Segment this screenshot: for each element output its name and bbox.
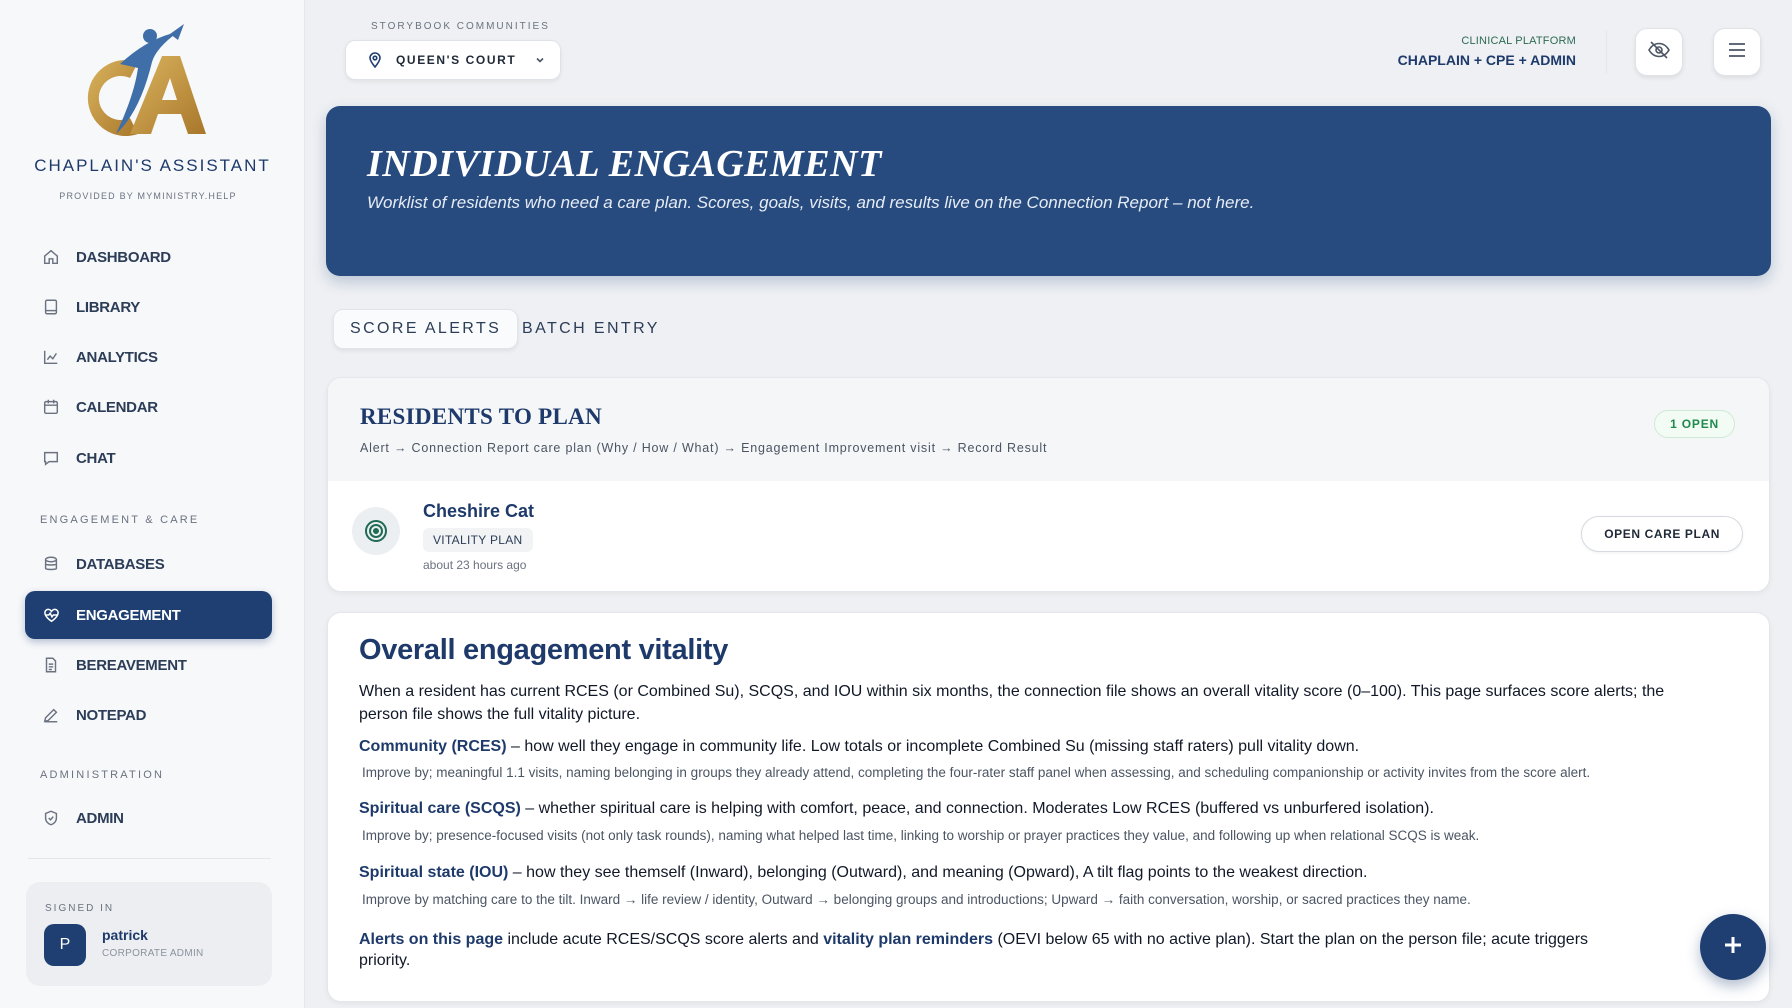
signed-in-card <box>26 882 272 986</box>
provided-by: PROVIDED BY MYMINISTRY.HELP <box>59 191 237 201</box>
sidebar <box>0 0 305 1008</box>
page-banner <box>326 106 1771 276</box>
section-label-administration: ADMINISTRATION <box>40 769 165 781</box>
sidebar-item-label: LIBRARY <box>76 298 141 316</box>
sidebar-item-label: ADMIN <box>76 809 124 827</box>
home-icon <box>41 247 61 267</box>
vitality-improve-rces: Improve by; meaningful 1.1 visits, naming belonging in groups they already attend, completing the four-rater staff panel when assessing, and scheduling companionship or activity invites from the score alert. <box>362 765 1591 780</box>
shield-icon <box>41 808 61 828</box>
alerts-mid: include acute RCES/SCQS score alerts and <box>503 931 824 948</box>
sidebar-item-label: BEREAVEMENT <box>76 656 187 674</box>
sidebar-item-library[interactable] <box>25 283 272 331</box>
add-fab-button[interactable] <box>1700 914 1766 980</box>
chevron-down-icon <box>534 54 546 66</box>
residents-flow: Alert → Connection Report care plan (Why / How / What) → Engagement Improvement visit → Record Result <box>360 441 1048 455</box>
map-pin-icon <box>368 52 382 68</box>
residents-to-plan-card <box>327 377 1770 592</box>
platform-roles: CHAPLAIN + CPE + ADMIN <box>1397 52 1576 68</box>
sidebar-item-bereavement[interactable] <box>25 641 272 689</box>
open-care-plan-button[interactable]: OPEN CARE PLAN <box>1581 516 1743 552</box>
signed-in-label: SIGNED IN <box>45 903 115 914</box>
hamburger-menu-icon <box>1727 41 1747 64</box>
sidebar-item-analytics[interactable] <box>25 333 272 381</box>
tab-batch-entry[interactable]: BATCH ENTRY <box>522 320 660 337</box>
sidebar-item-notepad[interactable] <box>25 691 272 739</box>
document-icon <box>41 655 61 675</box>
user-name: patrick <box>102 927 148 943</box>
resident-timestamp: about 23 hours ago <box>423 558 527 572</box>
sidebar-item-label: ENGAGEMENT <box>76 606 181 624</box>
community-value: QUEEN'S COURT <box>396 53 517 67</box>
sidebar-item-engagement[interactable] <box>25 591 272 639</box>
header-divider <box>1606 30 1607 74</box>
vitality-item-iou <box>359 864 1367 882</box>
vitality-improve-iou: Improve by matching care to the tilt. Inward → life review / identity, Outward → belonging groups and introductions; Upward → faith conversation, worship, or sacred practices they name. <box>362 892 1471 907</box>
vitality-desc: – how they see themself (Inward), belonging (Outward), and meaning (Opward), A tilt flag points to the weakest direction. <box>508 864 1368 881</box>
calendar-icon <box>41 397 61 417</box>
community-select[interactable] <box>345 40 561 80</box>
sidebar-divider <box>28 858 271 859</box>
resident-plan-tag: VITALITY PLAN <box>423 528 533 552</box>
eye-off-icon <box>1647 38 1671 67</box>
sidebar-item-label: CHAT <box>76 449 116 467</box>
chat-icon <box>41 448 61 468</box>
menu-button[interactable] <box>1713 28 1761 76</box>
page-title: INDIVIDUAL ENGAGEMENT <box>367 143 882 185</box>
sidebar-item-admin[interactable] <box>25 794 272 842</box>
user-role: CORPORATE ADMIN <box>102 948 204 959</box>
vitality-desc: – how well they engage in community life. Low totals or incomplete Combined Su (missing staff raters) pull vitality down. <box>506 738 1360 755</box>
vitality-title: Overall engagement vitality <box>359 634 729 666</box>
sidebar-item-label: CALENDAR <box>76 398 158 416</box>
vitality-term: Spiritual care (SCQS) <box>359 800 521 817</box>
resident-name[interactable]: Cheshire Cat <box>423 501 535 521</box>
vitality-item-rces <box>359 738 1359 756</box>
vitality-improve-scqs: Improve by; presence-focused visits (not only task rounds), naming what helped last time, linking to worship or prayer practices they value, and following up when relational SCQS is weak. <box>362 828 1480 843</box>
open-count-badge: 1 OPEN <box>1654 410 1735 438</box>
vitality-desc: – whether spiritual care is helping with comfort, peace, and connection. Moderates Low RCES (buffered vs unburfered isolation). <box>520 800 1434 817</box>
sidebar-item-databases[interactable] <box>25 540 272 588</box>
plus-icon <box>1722 934 1744 961</box>
community-label: STORYBOOK COMMUNITIES <box>371 21 550 32</box>
vitality-info-card <box>327 612 1770 1002</box>
sidebar-item-dashboard[interactable] <box>25 233 272 281</box>
sidebar-item-label: DASHBOARD <box>76 248 171 266</box>
vitality-item-scqs <box>359 800 1434 818</box>
sidebar-item-calendar[interactable] <box>25 383 272 431</box>
tab-score-alerts[interactable]: SCORE ALERTS <box>333 309 518 349</box>
brand-name: CHAPLAIN'S ASSISTANT <box>34 156 271 175</box>
book-icon <box>41 297 61 317</box>
vitality-intro: When a resident has current RCES (or Combined Su), SCQS, and IOU within six months, the connection file shows an overall vitality score (0–100). This page surfaces score alerts; the person file shows the full vitality picture. <box>359 683 1665 723</box>
pen-icon <box>41 705 61 725</box>
vitality-term: Community (RCES) <box>359 738 507 755</box>
sidebar-item-label: ANALYTICS <box>76 348 158 366</box>
database-icon <box>41 554 61 574</box>
privacy-toggle-button[interactable] <box>1635 28 1683 76</box>
vitality-term: Spiritual state (IOU) <box>359 864 509 881</box>
heart-pulse-icon <box>41 605 61 625</box>
sidebar-item-label: NOTEPAD <box>76 706 147 724</box>
avatar[interactable]: P <box>44 924 86 966</box>
residents-title: RESIDENTS TO PLAN <box>360 404 602 429</box>
vitality-alerts-note <box>359 929 1609 971</box>
page-subtitle: Worklist of residents who need a care plan. Scores, goals, visits, and results live on the Connection Report – not here. <box>367 193 1255 212</box>
sidebar-item-chat[interactable] <box>25 434 272 482</box>
sidebar-item-label: DATABASES <box>76 555 165 573</box>
chart-icon <box>41 347 61 367</box>
target-icon <box>352 507 400 555</box>
alerts-term-reminders: vitality plan reminders <box>823 931 994 948</box>
platform-label: CLINICAL PLATFORM <box>1461 35 1576 47</box>
alerts-term: Alerts on this page <box>359 931 504 948</box>
residents-header <box>328 378 1769 481</box>
alerts-end: (OEVI below 65 with no active plan). Start the plan on the person file; acute triggers priority. <box>359 931 1589 969</box>
section-label-engagement: ENGAGEMENT & CARE <box>40 514 200 526</box>
chaplains-assistant-logo <box>60 22 210 152</box>
